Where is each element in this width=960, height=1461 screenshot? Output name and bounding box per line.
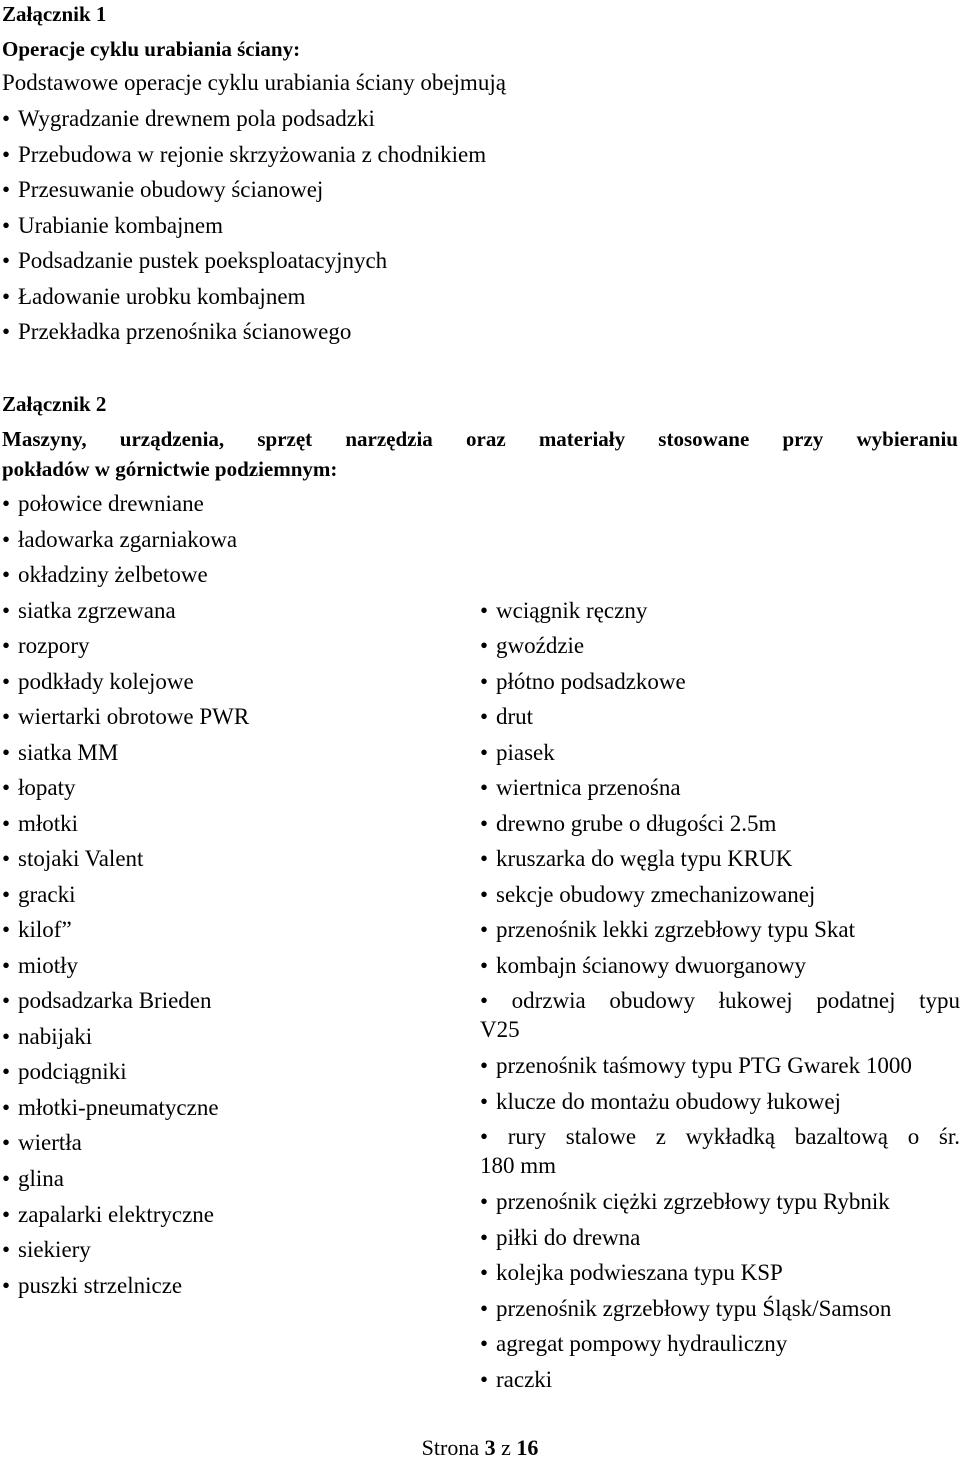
bullet-icon: • [480,1053,489,1078]
bullet-icon: • [480,1331,489,1356]
bullet-icon: • [2,248,11,273]
bullet-icon: • [2,284,11,309]
bullet-icon: • [2,775,11,800]
list-item [480,986,960,1044]
attachment-2-title: Załącznik 2 [2,392,107,416]
list-item: • stojaki Valent [2,846,144,871]
page-footer [0,1435,960,1461]
bullet-icon: • [2,491,11,516]
bullet-icon: • [2,1237,11,1262]
bullet-icon: • [2,917,11,942]
list-item: • siatka zgrzewana [2,598,176,623]
bullet-icon: • [2,740,11,765]
list-item: • wiertnica przenośna [480,775,681,800]
bullet-icon: • [2,953,11,978]
list-item: • młotki-pneumatyczne [2,1095,219,1120]
list-item: • siatka MM [2,740,119,765]
bullet-icon: • [2,704,11,729]
bullet-icon: • [480,882,489,907]
bullet-icon: • [2,106,11,131]
list-item: • podsadzarka Brieden [2,988,212,1013]
list-item: • Przesuwanie obudowy ścianowej [2,177,324,202]
list-item: • sekcje obudowy zmechanizowanej [480,882,816,907]
list-item-line-1: • odrzwia obudowy łukowej podatnej typu [480,988,960,1013]
list-item: • glina [2,1166,64,1191]
bullet-icon: • [480,1367,489,1392]
list-item [480,1122,960,1180]
footer-page-number: 3 [484,1435,496,1460]
bullet-icon: • [2,811,11,836]
list-item: • zapalarki elektryczne [2,1202,215,1227]
list-item: • Podsadzanie pustek poeksploatacyjnych [2,248,388,273]
bullet-icon: • [480,1089,489,1114]
list-item: • młotki [2,811,79,836]
list-item-line-2: V25 [480,1017,520,1042]
list-item: • okładziny żelbetowe [2,562,208,587]
list-item: • kombajn ścianowy dwuorganowy [480,953,807,978]
bullet-icon: • [2,1059,11,1084]
bullet-icon: • [480,775,489,800]
attachment-2-heading-line-2: pokładów w górnictwie podziemnym: [2,457,338,481]
list-item-line-1: • rury stalowe z wykładką bazaltową o śr. [480,1124,960,1149]
list-item: • gracki [2,882,76,907]
list-item: • nabijaki [2,1024,93,1049]
list-item: • Przekładka przenośnika ścianowego [2,319,352,344]
list-item: • przenośnik ciężki zgrzebłowy typu Rybnik [480,1189,890,1214]
bullet-icon: • [480,669,489,694]
bullet-icon: • [2,319,11,344]
list-item: • wiertła [2,1130,82,1155]
list-item: • podkłady kolejowe [2,669,194,694]
attachment-1-subtitle: Operacje cyklu urabiania ściany: [2,37,301,61]
bullet-icon: • [2,1166,11,1191]
list-item: • siekiery [2,1237,91,1262]
bullet-icon: • [2,846,11,871]
list-item-line-2: 180 mm [480,1153,557,1178]
list-item: • wciągnik ręczny [480,598,648,623]
list-item: • Wygradzanie drewnem pola podsadzki [2,106,375,131]
bullet-icon: • [2,988,11,1013]
list-item: • miotły [2,953,79,978]
footer-total-pages: 16 [516,1435,539,1460]
bullet-icon: • [2,1202,11,1227]
list-item: • klucze do montażu obudowy łukowej [480,1089,841,1114]
list-item: • kruszarka do węgla typu KRUK [480,846,793,871]
bullet-icon: • [2,882,11,907]
list-item: • agregat pompowy hydrauliczny [480,1331,788,1356]
list-item: • płótno podsadzkowe [480,669,686,694]
list-item: • Przebudowa w rejonie skrzyżowania z chodnikiem [2,142,487,167]
list-item: • kolejka podwieszana typu KSP [480,1260,783,1285]
footer-middle: z [501,1435,511,1460]
bullet-icon: • [2,633,11,658]
bullet-icon: • [2,562,11,587]
list-item: • przenośnik lekki zgrzebłowy typu Skat [480,917,855,942]
list-item: • Urabianie kombajnem [2,213,224,238]
bullet-icon: • [2,527,11,552]
bullet-icon: • [480,1225,489,1250]
bullet-icon: • [480,846,489,871]
list-item: • połowice drewniane [2,491,204,516]
list-item: • wiertarki obrotowe PWR [2,704,250,729]
list-item: • gwoździe [480,633,585,658]
list-item: • podciągniki [2,1059,127,1084]
attachment-2-heading-line-1: Maszyny, urządzenia, sprzęt narzędzia oraz materiały stosowane przy wybieraniu [2,427,958,451]
bullet-icon: • [2,142,11,167]
footer-prefix: Strona [421,1435,480,1460]
bullet-icon: • [2,1273,11,1298]
list-item: • drut [480,704,534,729]
bullet-icon: • [2,1130,11,1155]
bullet-icon: • [2,1095,11,1120]
list-item: • przenośnik zgrzebłowy typu Śląsk/Samson [480,1296,892,1321]
list-item: • piasek [480,740,555,765]
attachment-1-title: Załącznik 1 [2,2,107,26]
bullet-icon: • [2,177,11,202]
bullet-icon: • [480,953,489,978]
bullet-icon: • [480,704,489,729]
attachment-1-intro: Podstawowe operacje cyklu urabiania ściany obejmują [2,70,506,95]
list-item: • ładowarka zgarniakowa [2,527,238,552]
bullet-icon: • [480,598,489,623]
bullet-icon: • [480,740,489,765]
list-item: • przenośnik taśmowy typu PTG Gwarek 1000 [480,1053,912,1078]
list-item: • puszki strzelnicze [2,1273,183,1298]
bullet-icon: • [480,1260,489,1285]
list-item: • kilof” [2,917,72,942]
bullet-icon: • [2,669,11,694]
bullet-icon: • [480,811,489,836]
bullet-icon: • [2,1024,11,1049]
list-item: • Ładowanie urobku kombajnem [2,284,306,309]
bullet-icon: • [2,598,11,623]
bullet-icon: • [480,917,489,942]
bullet-icon: • [480,1296,489,1321]
bullet-icon: • [480,1189,489,1214]
list-item: • piłki do drewna [480,1225,641,1250]
list-item: • rozpory [2,633,90,658]
bullet-icon: • [2,213,11,238]
bullet-icon: • [480,633,489,658]
list-item: • raczki [480,1367,553,1392]
list-item: • łopaty [2,775,76,800]
list-item: • drewno grube o długości 2.5m [480,811,777,836]
